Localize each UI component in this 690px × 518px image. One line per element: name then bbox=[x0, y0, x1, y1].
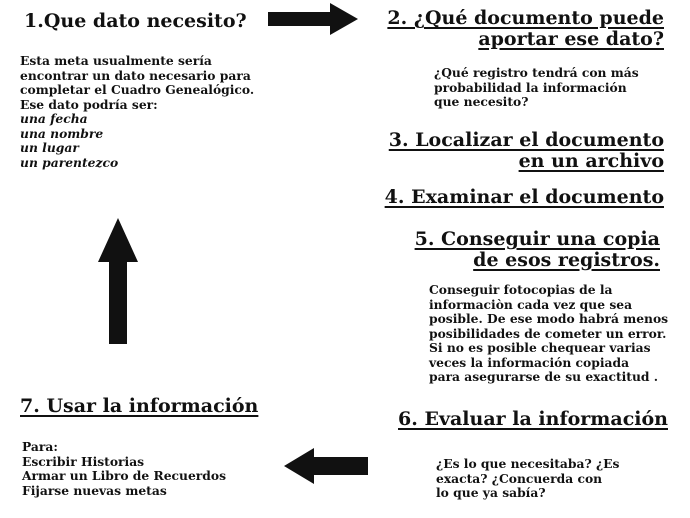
step-1-line: Esta meta usualmente sería bbox=[20, 53, 212, 68]
step-7-title-line: 7. Usar la información bbox=[20, 395, 259, 417]
step-7-text bbox=[22, 440, 226, 498]
step-6-line: ¿Es lo que necesitaba? ¿Es bbox=[436, 456, 620, 471]
step-6-line: exacta? ¿Concuerda con bbox=[436, 470, 603, 486]
step-1-line: Ese dato podría ser: bbox=[20, 96, 158, 112]
step-2-line: probabilidad la información bbox=[434, 79, 627, 95]
step-4-title-line: 4. Examinar el documento bbox=[384, 186, 664, 208]
step-2-title bbox=[387, 8, 664, 50]
step-6-text bbox=[436, 457, 619, 501]
step-1-item: una nombre bbox=[20, 125, 104, 141]
step-7-line: Armar un Libro de Recuerdos bbox=[22, 468, 226, 483]
step-1-item: una fecha bbox=[20, 111, 88, 126]
step-1-item: un lugar bbox=[20, 140, 79, 155]
step-5-text bbox=[429, 283, 668, 385]
step-6-line: lo que ya sabía? bbox=[436, 485, 546, 500]
step-5-line: veces la información copiada bbox=[429, 354, 630, 370]
step-5-line: posible. De ese modo habrá menos bbox=[429, 311, 669, 326]
step-2-text bbox=[434, 66, 639, 110]
step-1-item: un parentezco bbox=[20, 154, 119, 170]
step-6-title bbox=[398, 409, 668, 430]
arrow-up-icon bbox=[98, 218, 138, 344]
step-4-title bbox=[385, 187, 664, 208]
step-5-title bbox=[415, 229, 660, 271]
step-5-line: para asegurarse de su exactitud . bbox=[429, 369, 659, 384]
step-7-line: Para: bbox=[22, 439, 58, 454]
step-2-title-line: aportar ese dato? bbox=[478, 28, 664, 50]
step-5-line: Conseguir fotocopias de la bbox=[429, 282, 613, 297]
step-2-line: que necesito? bbox=[434, 94, 529, 109]
step-1-line: encontrar un dato necesario para bbox=[20, 67, 251, 83]
arrow-right-icon bbox=[268, 3, 360, 35]
step-7-line: Escribir Historias bbox=[22, 453, 145, 469]
arrow-left-icon bbox=[284, 448, 370, 484]
step-3-title-line: 3. Localizar el documento bbox=[388, 129, 664, 151]
step-1-title: 1.Que dato necesito? bbox=[24, 10, 247, 32]
step-7-title bbox=[20, 396, 258, 417]
step-2-line: ¿Qué registro tendrá con más bbox=[434, 65, 639, 80]
step-7-line: Fijarse nuevas metas bbox=[22, 482, 167, 498]
step-5-line: posibilidades de cometer un error. bbox=[429, 325, 667, 341]
step-5-title-line: 5. Conseguir una copia bbox=[414, 228, 660, 250]
step-3-title bbox=[389, 130, 664, 172]
step-2-title-line: 2. ¿Qué documento puede bbox=[387, 7, 664, 29]
step-6-title-line: 6. Evaluar la información bbox=[398, 408, 668, 430]
step-5-title-line: de esos registros. bbox=[473, 249, 660, 271]
step-1-line: completar el Cuadro Genealógico. bbox=[20, 82, 255, 97]
step-3-title-line: en un archivo bbox=[518, 150, 664, 172]
step-5-line: informaciòn cada vez que sea bbox=[429, 296, 633, 312]
step-5-line: Si no es posible chequear varias bbox=[429, 340, 651, 355]
step-1-text bbox=[20, 54, 254, 170]
step-1 bbox=[24, 11, 247, 32]
